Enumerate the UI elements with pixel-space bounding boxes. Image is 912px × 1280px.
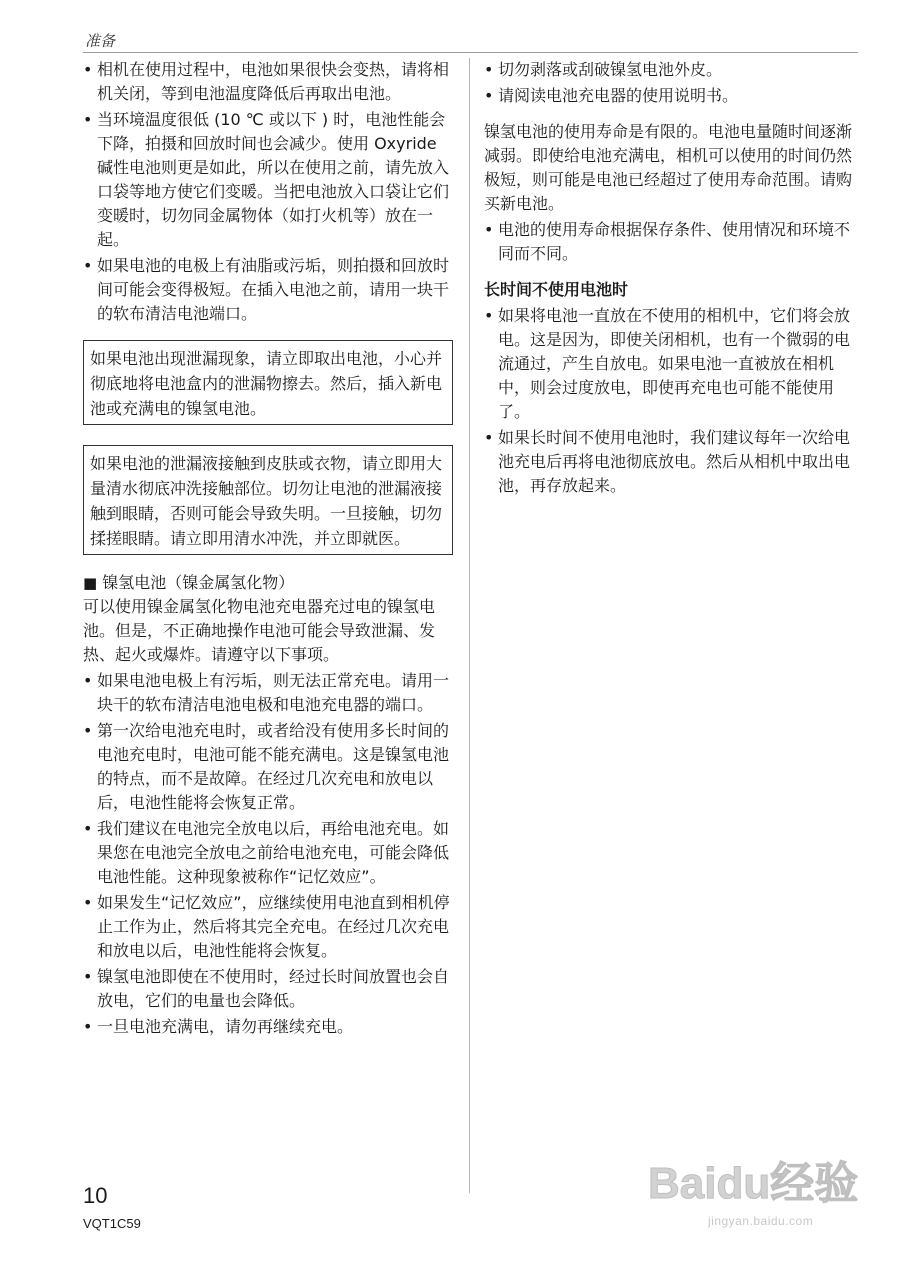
baidu-watermark <box>640 1148 890 1248</box>
list-item: • 如果长时间不使用电池时，我们建议每年一次给电池充电后再将电池彻底放电。然后从相机中取出电池，再存放起来。 <box>484 426 856 498</box>
header-title: 准备 <box>85 32 116 50</box>
list-item: • 请阅读电池充电器的使用说明书。 <box>484 84 856 108</box>
column-divider <box>469 58 470 1193</box>
warning-box-skin: 如果电池的泄漏液接触到皮肤或衣物，请立即用大量清水彻底冲洗接触部位。切勿让电池的泄漏液接触到眼睛，否则可能会导致失明。一旦接触，切勿揉搓眼睛。请立即用清水冲洗，并立即就医。 <box>83 445 453 555</box>
list-item: • 如果将电池一直放在不使用的相机中，它们将会放电。这是因为，即使关闭相机，也有一个微弱的电流通过，产生自放电。如果电池一直被放在相机中，则会过度放电，即使再充电也可能不能使用了。 <box>484 304 856 424</box>
list-item: • 一旦电池充满电，请勿再继续充电。 <box>83 1015 453 1039</box>
section-title: 镍氢电池（镍金属氢化物） <box>102 573 295 592</box>
list-item: • 电池的使用寿命根据保存条件、使用情况和环境不同而不同。 <box>484 218 856 266</box>
subheading-storage: 长时间不使用电池时 <box>484 280 629 299</box>
watermark-url: jingyan.baidu.com <box>708 1214 814 1228</box>
baidu-logo-icon <box>640 1148 890 1218</box>
list-item: • 镍氢电池即使在不使用时，经过长时间放置也会自放电，它们的电量也会降低。 <box>83 965 453 1013</box>
square-marker-icon: ■ <box>83 574 98 592</box>
document-code: VQT1C59 <box>83 1216 141 1231</box>
list-item: • 如果电池的电极上有油脂或污垢，则拍摄和回放时间可能会变得极短。在插入电池之前，请用一块干的软布清洁电池端口。 <box>83 254 453 326</box>
page-number: 10 <box>83 1183 108 1208</box>
list-item: • 第一次给电池充电时，或者给没有使用多长时间的电池充电时，电池可能不能充满电。这是镍氢电池的特点，而不是故障。在经过几次充电和放电以后，电池性能将会恢复正常。 <box>83 719 453 815</box>
list-item: • 我们建议在电池完全放电以后，再给电池充电。如果您在电池完全放电之前给电池充电，可能会降低电池性能。这种现象被称作“记忆效应”。 <box>83 817 453 889</box>
left-column <box>83 58 453 1041</box>
watermark-logo-text: Baidu经验 <box>648 1159 859 1208</box>
section-intro: 可以使用镍金属氢化物电池充电器充过电的镍氢电池。但是，不正确地操作电池可能会导致泄漏、发热、起火或爆炸。请遵守以下事项。 <box>83 597 436 664</box>
list-item: • 相机在使用过程中，电池如果很快会变热，请将相机关闭，等到电池温度降低后再取出电池。 <box>83 58 453 106</box>
list-item: • 切勿剥落或刮破镍氢电池外皮。 <box>484 58 856 82</box>
list-item: • 当环境温度很低 (10 ℃ 或以下 ) 时，电池性能会下降，拍摄和回放时间也会减少。使用 Oxyride 碱性电池则更是如此，所以在使用之前，请先放入口袋等地方使它们变暖。当把电池放入口袋让它们变暖时，切勿同金属物体（如打火机等）放在一起。 <box>83 108 453 252</box>
list-item: • 如果发生“记忆效应”，应继续使用电池直到相机停止工作为止，然后将其完全充电。在经过几次充电和放电以后，电池性能将会恢复。 <box>83 891 453 963</box>
section-heading <box>83 571 453 595</box>
paragraph-battery-life: 镍氢电池的使用寿命是有限的。电池电量随时间逐渐减弱。即使给电池充满电，相机可以使用的时间仍然极短，则可能是电池已经超过了使用寿命范围。请购买新电池。 <box>484 122 853 213</box>
warning-box-leak: 如果电池出现泄漏现象，请立即取出电池，小心并彻底地将电池盒内的泄漏物擦去。然后，插入新电池或充满电的镍氢电池。 <box>83 340 453 425</box>
page-header <box>83 30 858 53</box>
list-item: • 如果电池电极上有污垢，则无法正常充电。请用一块干的软布清洁电池电极和电池充电器的端口。 <box>83 669 453 717</box>
right-column <box>484 58 856 500</box>
